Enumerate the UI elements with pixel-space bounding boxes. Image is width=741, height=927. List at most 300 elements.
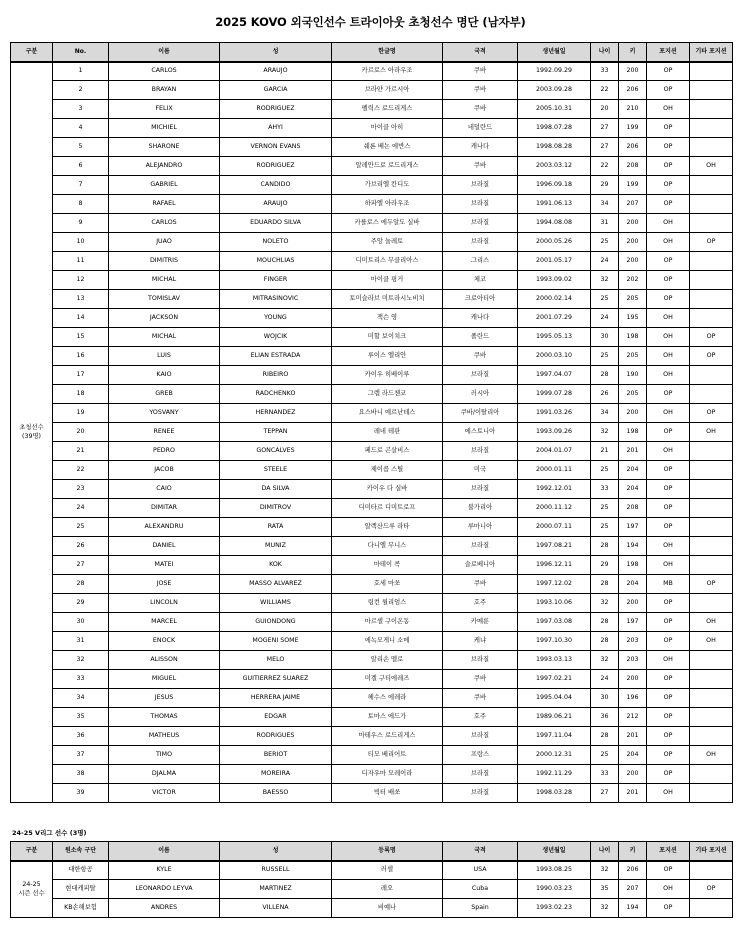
cell-korean-name: 브라얀 가르시아 (332, 81, 443, 100)
cell-last-name: ARAUJO (220, 62, 332, 81)
cell-first-name: MATHEUS (109, 727, 220, 746)
cell-nationality: 크로아티아 (443, 290, 518, 309)
table-row (11, 537, 733, 556)
cell-height: 196 (619, 689, 647, 708)
cell-korean-name: 카르로스 아라우조 (332, 62, 443, 81)
cell-birthdate: 1997.04.07 (518, 366, 591, 385)
table-row (11, 62, 733, 81)
cell-korean-name: 마이클 아히 (332, 119, 443, 138)
cell-no: 6 (53, 157, 109, 176)
cell-nationality: 체코 (443, 271, 518, 290)
cell-other-position: OP (690, 404, 733, 423)
group-cell (11, 861, 53, 918)
cell-birthdate: 1998.03.28 (518, 784, 591, 803)
cell-nationality: USA (443, 861, 518, 880)
cell-position: OP (647, 252, 690, 271)
cell-last-name: RUSSELL (220, 861, 332, 880)
cell-last-name: RIBEIRO (220, 366, 332, 385)
cell-nationality: 쿠바 (443, 689, 518, 708)
cell-other-position (690, 195, 733, 214)
cell-position: OH (647, 556, 690, 575)
cell-nationality: 케냐 (443, 632, 518, 651)
cell-other-position (690, 670, 733, 689)
cell-first-name: BRAYAN (109, 81, 220, 100)
cell-last-name: GUIONDONG (220, 613, 332, 632)
cell-height: 206 (619, 81, 647, 100)
cell-first-name: LUIS (109, 347, 220, 366)
cell-position: OP (647, 290, 690, 309)
cell-last-name: RADCHENKO (220, 385, 332, 404)
cell-first-name: GABRIEL (109, 176, 220, 195)
cell-no: 34 (53, 689, 109, 708)
cell-age: 25 (591, 461, 619, 480)
cell-position: OP (647, 727, 690, 746)
cell-position: OP (647, 176, 690, 195)
cell-birthdate: 1992.09.29 (518, 62, 591, 81)
cell-last-name: MUNIZ (220, 537, 332, 556)
cell-other-position (690, 100, 733, 119)
cell-position: OP (647, 195, 690, 214)
cell-birthdate: 2000.12.31 (518, 746, 591, 765)
cell-age: 27 (591, 138, 619, 157)
cell-position: OH (647, 537, 690, 556)
cell-position: OP (647, 385, 690, 404)
cell-other-position (690, 385, 733, 404)
cell-position: OP (647, 899, 690, 918)
cell-first-name: CAIO (109, 480, 220, 499)
invited-players-table (10, 42, 733, 803)
group-label-line2: 시즌 선수 (18, 890, 45, 898)
cell-birthdate: 1994.08.08 (518, 214, 591, 233)
cell-korean-name: 티모 베리어트 (332, 746, 443, 765)
cell-last-name: NOLETO (220, 233, 332, 252)
table-row (11, 252, 733, 271)
cell-last-name: RATA (220, 518, 332, 537)
cell-no: 4 (53, 119, 109, 138)
cell-other-position: OH (690, 632, 733, 651)
cell-age: 30 (591, 689, 619, 708)
cell-first-name: CARLOS (109, 62, 220, 81)
table-row (11, 233, 733, 252)
cell-first-name: TOMISLAV (109, 290, 220, 309)
cell-first-name: YOSVANY (109, 404, 220, 423)
cell-no: 5 (53, 138, 109, 157)
cell-age: 28 (591, 632, 619, 651)
cell-age: 25 (591, 233, 619, 252)
table-row (11, 328, 733, 347)
cell-position: OP (647, 119, 690, 138)
cell-height: 200 (619, 214, 647, 233)
cell-position: OP (647, 670, 690, 689)
cell-height: 200 (619, 233, 647, 252)
cell-other-position: OP (690, 575, 733, 594)
cell-age: 30 (591, 328, 619, 347)
cell-last-name: AHYI (220, 119, 332, 138)
cell-nationality: 쿠바 (443, 100, 518, 119)
cell-no: 3 (53, 100, 109, 119)
cell-age: 28 (591, 613, 619, 632)
cell-no: 8 (53, 195, 109, 214)
cell-first-name: GREB (109, 385, 220, 404)
cell-no: 16 (53, 347, 109, 366)
cell-no: 31 (53, 632, 109, 651)
header-other-position: 기타 포지션 (690, 43, 733, 62)
cell-age: 20 (591, 100, 619, 119)
cell-last-name: VERNON EVANS (220, 138, 332, 157)
cell-height: 199 (619, 119, 647, 138)
cell-last-name: TEPPAN (220, 423, 332, 442)
cell-first-name: KAIO (109, 366, 220, 385)
cell-no: 9 (53, 214, 109, 233)
header-last-name: 성 (220, 43, 332, 62)
cell-other-position (690, 594, 733, 613)
cell-age: 34 (591, 195, 619, 214)
header-first-name: 이름 (109, 842, 220, 861)
cell-other-position (690, 518, 733, 537)
cell-other-position: OH (690, 423, 733, 442)
cell-no: 36 (53, 727, 109, 746)
cell-age: 28 (591, 537, 619, 556)
cell-height: 204 (619, 461, 647, 480)
cell-nationality: 쿠바 (443, 62, 518, 81)
cell-no: 24 (53, 499, 109, 518)
cell-other-position (690, 366, 733, 385)
cell-korean-name: 마르셀 구이온동 (332, 613, 443, 632)
cell-position: OP (647, 518, 690, 537)
cell-birthdate: 1998.07.28 (518, 119, 591, 138)
cell-position: OH (647, 784, 690, 803)
cell-first-name: DANIEL (109, 537, 220, 556)
header-position: 포지션 (647, 43, 690, 62)
table-row (11, 575, 733, 594)
cell-age: 27 (591, 784, 619, 803)
header-category: 구분 (11, 842, 53, 861)
cell-birthdate: 1993.08.25 (518, 861, 591, 880)
cell-korean-name: 헤수스 에레라 (332, 689, 443, 708)
cell-age: 24 (591, 309, 619, 328)
cell-nationality: 브라질 (443, 233, 518, 252)
cell-age: 22 (591, 81, 619, 100)
cell-last-name: HERRERA JAIME (220, 689, 332, 708)
cell-first-name: ALEXANDRU (109, 518, 220, 537)
cell-first-name: LEONARDO LEYVA (109, 880, 220, 899)
cell-age: 25 (591, 290, 619, 309)
table-row (11, 518, 733, 537)
header-no: No. (53, 43, 109, 62)
cell-height: 201 (619, 727, 647, 746)
cell-position: OH (647, 233, 690, 252)
cell-nationality: 루마니아 (443, 518, 518, 537)
cell-height: 197 (619, 518, 647, 537)
cell-last-name: GONCALVES (220, 442, 332, 461)
cell-birthdate: 1992.11.29 (518, 765, 591, 784)
cell-korean-name: 빅터 배쏘 (332, 784, 443, 803)
cell-position: OP (647, 81, 690, 100)
cell-last-name: RODRIGUEZ (220, 157, 332, 176)
table-row (11, 480, 733, 499)
cell-no: 30 (53, 613, 109, 632)
cell-original-club: 현대캐피탈 (53, 880, 109, 899)
cell-other-position (690, 861, 733, 880)
cell-other-position (690, 138, 733, 157)
cell-first-name: MICHAL (109, 328, 220, 347)
cell-height: 205 (619, 347, 647, 366)
cell-nationality: 브라질 (443, 784, 518, 803)
cell-height: 198 (619, 556, 647, 575)
table-row (11, 423, 733, 442)
cell-no: 11 (53, 252, 109, 271)
cell-nationality: 프랑스 (443, 746, 518, 765)
cell-position: OH (647, 347, 690, 366)
cell-height: 203 (619, 651, 647, 670)
cell-nationality: 불가리아 (443, 499, 518, 518)
header-age: 나이 (591, 43, 619, 62)
cell-other-position (690, 784, 733, 803)
cell-nationality: 호주 (443, 594, 518, 613)
cell-nationality: 러시아 (443, 385, 518, 404)
header-height: 키 (619, 43, 647, 62)
header-category: 구분 (11, 43, 53, 62)
cell-height: 212 (619, 708, 647, 727)
cell-position: OP (647, 157, 690, 176)
cell-first-name: ANDRES (109, 899, 220, 918)
cell-no: 26 (53, 537, 109, 556)
header-korean-name: 한글명 (332, 43, 443, 62)
cell-nationality: 브라질 (443, 537, 518, 556)
cell-korean-name: 디미트리스 무클리아스 (332, 252, 443, 271)
cell-height: 205 (619, 385, 647, 404)
cell-nationality: 슬로베니아 (443, 556, 518, 575)
cell-other-position (690, 537, 733, 556)
cell-age: 32 (591, 423, 619, 442)
cell-height: 200 (619, 765, 647, 784)
cell-age: 28 (591, 575, 619, 594)
cell-position: OH (647, 214, 690, 233)
cell-height: 200 (619, 404, 647, 423)
cell-korean-name: 펠릭스 로드리게스 (332, 100, 443, 119)
cell-no: 37 (53, 746, 109, 765)
cell-height: 194 (619, 899, 647, 918)
cell-last-name: KOK (220, 556, 332, 575)
cell-last-name: MOREIRA (220, 765, 332, 784)
cell-last-name: BAESSO (220, 784, 332, 803)
cell-other-position: OH (690, 746, 733, 765)
cell-height: 199 (619, 176, 647, 195)
table-row (11, 119, 733, 138)
cell-korean-name: 주앙 놀레토 (332, 233, 443, 252)
cell-nationality: 쿠바 (443, 575, 518, 594)
cell-birthdate: 1997.10.30 (518, 632, 591, 651)
cell-first-name: PEDRO (109, 442, 220, 461)
cell-height: 206 (619, 138, 647, 157)
table-row (11, 157, 733, 176)
cell-age: 25 (591, 499, 619, 518)
header-birthdate: 생년월일 (518, 43, 591, 62)
cell-birthdate: 2000.11.12 (518, 499, 591, 518)
cell-position: OP (647, 62, 690, 81)
header-other-position: 기타 포지션 (690, 842, 733, 861)
table-row (11, 499, 733, 518)
cell-first-name: CARLOS (109, 214, 220, 233)
cell-korean-name: 마테우스 로드리게스 (332, 727, 443, 746)
cell-birthdate: 1993.10.06 (518, 594, 591, 613)
table-row (11, 746, 733, 765)
cell-first-name: ALEJANDRO (109, 157, 220, 176)
cell-first-name: VICTOR (109, 784, 220, 803)
cell-age: 32 (591, 899, 619, 918)
cell-height: 194 (619, 537, 647, 556)
cell-position: OH (647, 309, 690, 328)
header-first-name: 이름 (109, 43, 220, 62)
table-row (11, 195, 733, 214)
cell-birthdate: 1995.05.13 (518, 328, 591, 347)
cell-first-name: THOMAS (109, 708, 220, 727)
cell-no: 17 (53, 366, 109, 385)
cell-last-name: FINGER (220, 271, 332, 290)
cell-korean-name: 에녹모게니 소메 (332, 632, 443, 651)
cell-first-name: LINCOLN (109, 594, 220, 613)
cell-birthdate: 1993.02.23 (518, 899, 591, 918)
cell-birthdate: 1991.03.26 (518, 404, 591, 423)
cell-korean-name: 디미타르 디미트로프 (332, 499, 443, 518)
cell-korean-name: 잭슨 영 (332, 309, 443, 328)
cell-nationality: 쿠바 (443, 347, 518, 366)
table-header-row (11, 842, 733, 861)
cell-nationality: 에스토니아 (443, 423, 518, 442)
table-row (11, 81, 733, 100)
cell-registered-name: 레오 (332, 880, 443, 899)
cell-age: 32 (591, 861, 619, 880)
cell-other-position: OP (690, 328, 733, 347)
cell-last-name: RODRIGUEZ (220, 100, 332, 119)
group-cell (11, 62, 53, 803)
cell-last-name: MASSO ALVAREZ (220, 575, 332, 594)
cell-original-club: 대한항공 (53, 861, 109, 880)
cell-nationality: 브라질 (443, 195, 518, 214)
cell-last-name: WILLIAMS (220, 594, 332, 613)
cell-korean-name: 디자우마 모레이라 (332, 765, 443, 784)
table-row (11, 347, 733, 366)
cell-last-name: WOJCIK (220, 328, 332, 347)
cell-age: 33 (591, 765, 619, 784)
header-birthdate: 생년월일 (518, 842, 591, 861)
cell-korean-name: 미할 보이치크 (332, 328, 443, 347)
table-row (11, 176, 733, 195)
header-nationality: 국적 (443, 842, 518, 861)
cell-birthdate: 2000.03.10 (518, 347, 591, 366)
cell-no: 18 (53, 385, 109, 404)
cell-last-name: YOUNG (220, 309, 332, 328)
table-row (11, 100, 733, 119)
cell-other-position (690, 461, 733, 480)
cell-other-position (690, 119, 733, 138)
table-row (11, 309, 733, 328)
cell-position: OH (647, 442, 690, 461)
cell-age: 31 (591, 214, 619, 233)
cell-last-name: CANDIDO (220, 176, 332, 195)
table-row (11, 880, 733, 899)
table-row (11, 404, 733, 423)
cell-first-name: JACOB (109, 461, 220, 480)
cell-first-name: TIMO (109, 746, 220, 765)
cell-height: 201 (619, 442, 647, 461)
cell-no: 33 (53, 670, 109, 689)
cell-other-position (690, 556, 733, 575)
cell-nationality: 쿠바 (443, 670, 518, 689)
table-row (11, 708, 733, 727)
cell-position: OH (647, 100, 690, 119)
cell-other-position (690, 499, 733, 518)
cell-no: 23 (53, 480, 109, 499)
cell-nationality: Cuba (443, 880, 518, 899)
cell-birthdate: 2001.05.17 (518, 252, 591, 271)
cell-korean-name: 알레안드로 로드리게스 (332, 157, 443, 176)
cell-nationality: 카메룬 (443, 613, 518, 632)
cell-height: 200 (619, 252, 647, 271)
cell-position: OP (647, 613, 690, 632)
cell-korean-name: 페드로 곤살비스 (332, 442, 443, 461)
cell-first-name: MICHAL (109, 271, 220, 290)
cell-first-name: JACKSON (109, 309, 220, 328)
cell-last-name: ELIAN ESTRADA (220, 347, 332, 366)
cell-age: 25 (591, 518, 619, 537)
cell-other-position (690, 442, 733, 461)
cell-nationality: 브라질 (443, 176, 518, 195)
cell-height: 210 (619, 100, 647, 119)
cell-nationality: 브라질 (443, 727, 518, 746)
cell-position: OP (647, 480, 690, 499)
cell-age: 33 (591, 480, 619, 499)
cell-birthdate: 2000.05.26 (518, 233, 591, 252)
cell-other-position (690, 271, 733, 290)
cell-last-name: BERIOT (220, 746, 332, 765)
cell-korean-name: 요스바니 에르난데스 (332, 404, 443, 423)
header-nationality: 국적 (443, 43, 518, 62)
cell-last-name: MELO (220, 651, 332, 670)
table-row (11, 138, 733, 157)
cell-korean-name: 호세 마쏘 (332, 575, 443, 594)
cell-nationality: 쿠바/이탈리아 (443, 404, 518, 423)
cell-birthdate: 1991.06.13 (518, 195, 591, 214)
cell-position: OP (647, 138, 690, 157)
cell-last-name: MOUCHLIAS (220, 252, 332, 271)
cell-last-name: GUITIERREZ SUAREZ (220, 670, 332, 689)
header-age: 나이 (591, 842, 619, 861)
cell-other-position (690, 252, 733, 271)
cell-first-name: MIGUEL (109, 670, 220, 689)
cell-korean-name: 미겔 구티에레즈 (332, 670, 443, 689)
cell-first-name: RAFAEL (109, 195, 220, 214)
cell-last-name: DIMITROV (220, 499, 332, 518)
header-last-name: 성 (220, 842, 332, 861)
cell-no: 13 (53, 290, 109, 309)
cell-first-name: RENEE (109, 423, 220, 442)
header-position: 포지션 (647, 842, 690, 861)
cell-no: 32 (53, 651, 109, 670)
table-row (11, 385, 733, 404)
cell-first-name: FELIX (109, 100, 220, 119)
table-row (11, 290, 733, 309)
cell-korean-name: 루이스 엘리안 (332, 347, 443, 366)
cell-other-position (690, 480, 733, 499)
cell-last-name: DA SILVA (220, 480, 332, 499)
table-row (11, 861, 733, 880)
cell-birthdate: 1997.08.21 (518, 537, 591, 556)
cell-other-position: OP (690, 347, 733, 366)
cell-birthdate: 1999.07.28 (518, 385, 591, 404)
cell-height: 197 (619, 613, 647, 632)
cell-height: 190 (619, 366, 647, 385)
